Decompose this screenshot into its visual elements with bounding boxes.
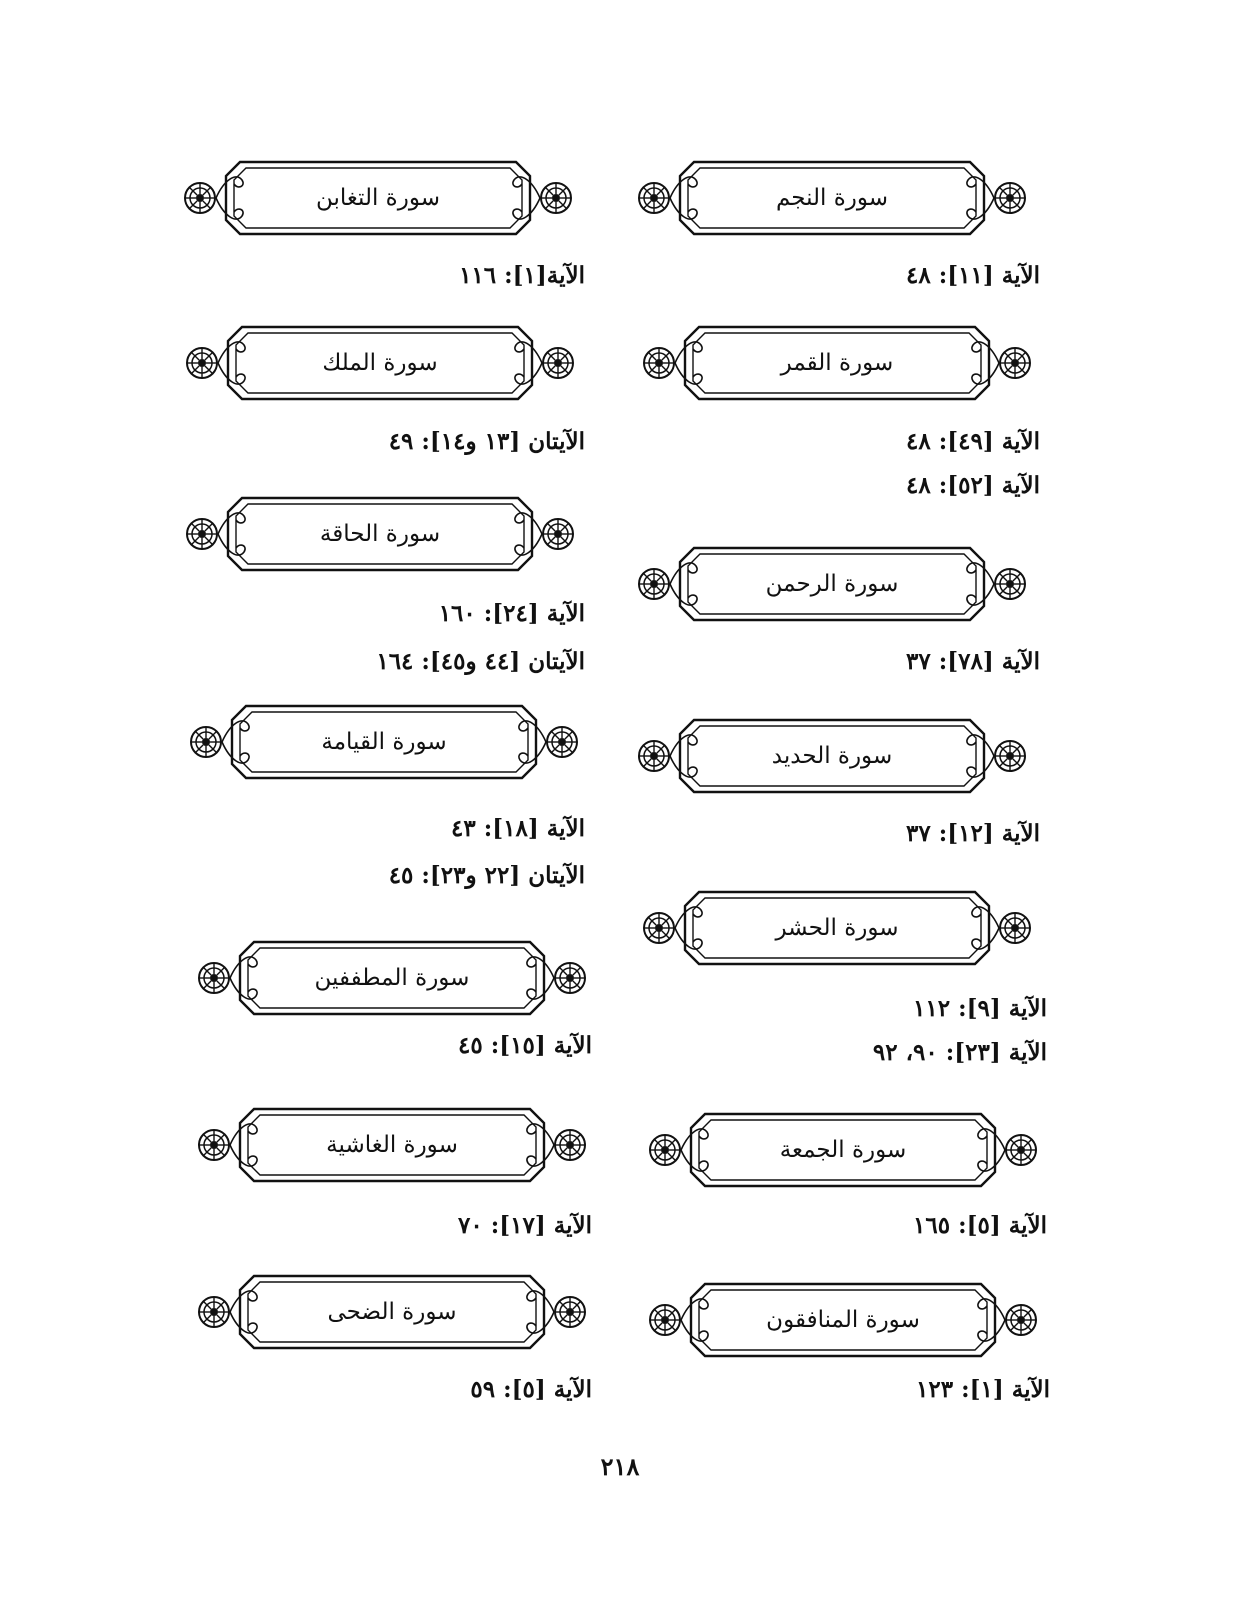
page-number: ٢١٨ xyxy=(600,1452,640,1481)
surah-title: سورة الغاشية xyxy=(326,1132,458,1158)
surah-title: سورة الحديد xyxy=(771,743,893,769)
rosette-ornament xyxy=(541,183,571,213)
verse-reference: الآية[١]: ١١٦ xyxy=(459,262,585,289)
verse-reference: الآية [١١]: ٤٨ xyxy=(906,262,1040,289)
scroll-flourish xyxy=(519,721,546,763)
rosette-ornament xyxy=(650,1135,680,1165)
verse-reference: الآية [٥]: ٥٩ xyxy=(470,1376,592,1403)
rosette-ornament xyxy=(543,519,573,549)
surah-title: سورة الرحمن xyxy=(765,571,899,597)
scroll-flourish xyxy=(967,177,994,219)
surah-heading-frame xyxy=(178,158,578,238)
scroll-flourish xyxy=(675,907,702,949)
surah-heading-frame xyxy=(632,544,1032,624)
rosette-ornament xyxy=(555,1297,585,1327)
rosette-ornament xyxy=(199,1297,229,1327)
rosette-ornament xyxy=(639,569,669,599)
rosette-ornament xyxy=(543,348,573,378)
rosette-ornament xyxy=(187,519,217,549)
surah-title: سورة التغابن xyxy=(316,185,440,211)
scroll-flourish xyxy=(527,1124,554,1166)
scroll-flourish xyxy=(670,177,697,219)
rosette-ornament xyxy=(1000,348,1030,378)
verse-reference: الآية [١]: ١٢٣ xyxy=(916,1376,1050,1403)
scroll-flourish xyxy=(515,342,542,384)
surah-heading-frame xyxy=(192,1105,592,1185)
verse-reference: الآيتان [١٣ و١٤]: ٤٩ xyxy=(388,428,585,455)
surah-title: سورة الملك xyxy=(322,350,438,376)
scroll-flourish xyxy=(972,342,999,384)
scroll-flourish xyxy=(670,735,697,777)
scroll-flourish xyxy=(681,1299,708,1341)
rosette-ornament xyxy=(199,1130,229,1160)
surah-heading-frame xyxy=(180,323,580,403)
verse-reference: الآية [٥٢]: ٤٨ xyxy=(906,472,1040,499)
scroll-flourish xyxy=(513,177,540,219)
verse-reference: الآية [٢٣]: ٩٠، ٩٢ xyxy=(872,1039,1047,1066)
scroll-flourish xyxy=(675,342,702,384)
rosette-ornament xyxy=(547,727,577,757)
rosette-ornament xyxy=(191,727,221,757)
scroll-flourish xyxy=(216,177,243,219)
surah-heading-frame xyxy=(643,1110,1043,1190)
scroll-flourish xyxy=(978,1299,1005,1341)
scroll-flourish xyxy=(527,957,554,999)
verse-reference: الآية [١٨]: ٤٣ xyxy=(451,815,585,842)
rosette-ornament xyxy=(650,1305,680,1335)
verse-reference: الآية [٢٤]: ١٦٠ xyxy=(438,600,585,627)
scroll-flourish xyxy=(978,1129,1005,1171)
scroll-flourish xyxy=(515,513,542,555)
scroll-flourish xyxy=(222,721,249,763)
scroll-flourish xyxy=(230,957,257,999)
verse-reference: الآية [٧٨]: ٣٧ xyxy=(906,648,1040,675)
scroll-flourish xyxy=(967,563,994,605)
surah-title: سورة الحاقة xyxy=(319,521,441,547)
surah-heading-frame xyxy=(184,702,584,782)
surah-title: سورة النجم xyxy=(775,185,889,211)
surah-heading-frame xyxy=(632,716,1032,796)
rosette-ornament xyxy=(555,1130,585,1160)
scroll-flourish xyxy=(670,563,697,605)
surah-heading-frame xyxy=(180,494,580,574)
verse-reference: الآيتان [٢٢ و٢٣]: ٤٥ xyxy=(388,862,585,889)
scroll-flourish xyxy=(527,1291,554,1333)
rosette-ornament xyxy=(199,963,229,993)
scroll-flourish xyxy=(967,735,994,777)
rosette-ornament xyxy=(995,741,1025,771)
surah-title: سورة الضحى xyxy=(327,1299,457,1325)
surah-heading-frame xyxy=(643,1280,1043,1360)
rosette-ornament xyxy=(1006,1305,1036,1335)
surah-heading-frame xyxy=(192,1272,592,1352)
verse-reference: الآية [١٧]: ٧٠ xyxy=(458,1212,592,1239)
rosette-ornament xyxy=(1000,913,1030,943)
surah-heading-frame xyxy=(637,323,1037,403)
surah-title: سورة المنافقون xyxy=(766,1307,920,1333)
rosette-ornament xyxy=(555,963,585,993)
surah-heading-frame xyxy=(632,158,1032,238)
scroll-flourish xyxy=(230,1124,257,1166)
surah-title: سورة المطففين xyxy=(314,965,470,991)
surah-heading-frame xyxy=(192,938,592,1018)
verse-reference: الآية [٥]: ١٦٥ xyxy=(913,1212,1047,1239)
verse-reference: الآية [١٥]: ٤٥ xyxy=(458,1032,592,1059)
surah-title: سورة القمر xyxy=(780,350,894,376)
scroll-flourish xyxy=(681,1129,708,1171)
scroll-flourish xyxy=(230,1291,257,1333)
rosette-ornament xyxy=(185,183,215,213)
rosette-ornament xyxy=(644,348,674,378)
surah-heading-frame xyxy=(637,888,1037,968)
verse-reference: الآية [٤٩]: ٤٨ xyxy=(906,428,1040,455)
verse-reference: الآية [١٢]: ٣٧ xyxy=(906,820,1040,847)
verse-reference: الآية [٩]: ١١٢ xyxy=(913,995,1047,1022)
scroll-flourish xyxy=(218,513,245,555)
verse-reference: الآيتان [٤٤ و٤٥]: ١٦٤ xyxy=(376,648,585,675)
rosette-ornament xyxy=(644,913,674,943)
rosette-ornament xyxy=(995,183,1025,213)
rosette-ornament xyxy=(187,348,217,378)
rosette-ornament xyxy=(639,741,669,771)
surah-title: سورة القيامة xyxy=(321,729,447,755)
surah-title: سورة الجمعة xyxy=(779,1137,907,1163)
rosette-ornament xyxy=(639,183,669,213)
surah-title: سورة الحشر xyxy=(775,915,899,941)
scroll-flourish xyxy=(218,342,245,384)
rosette-ornament xyxy=(1006,1135,1036,1165)
rosette-ornament xyxy=(995,569,1025,599)
scroll-flourish xyxy=(972,907,999,949)
